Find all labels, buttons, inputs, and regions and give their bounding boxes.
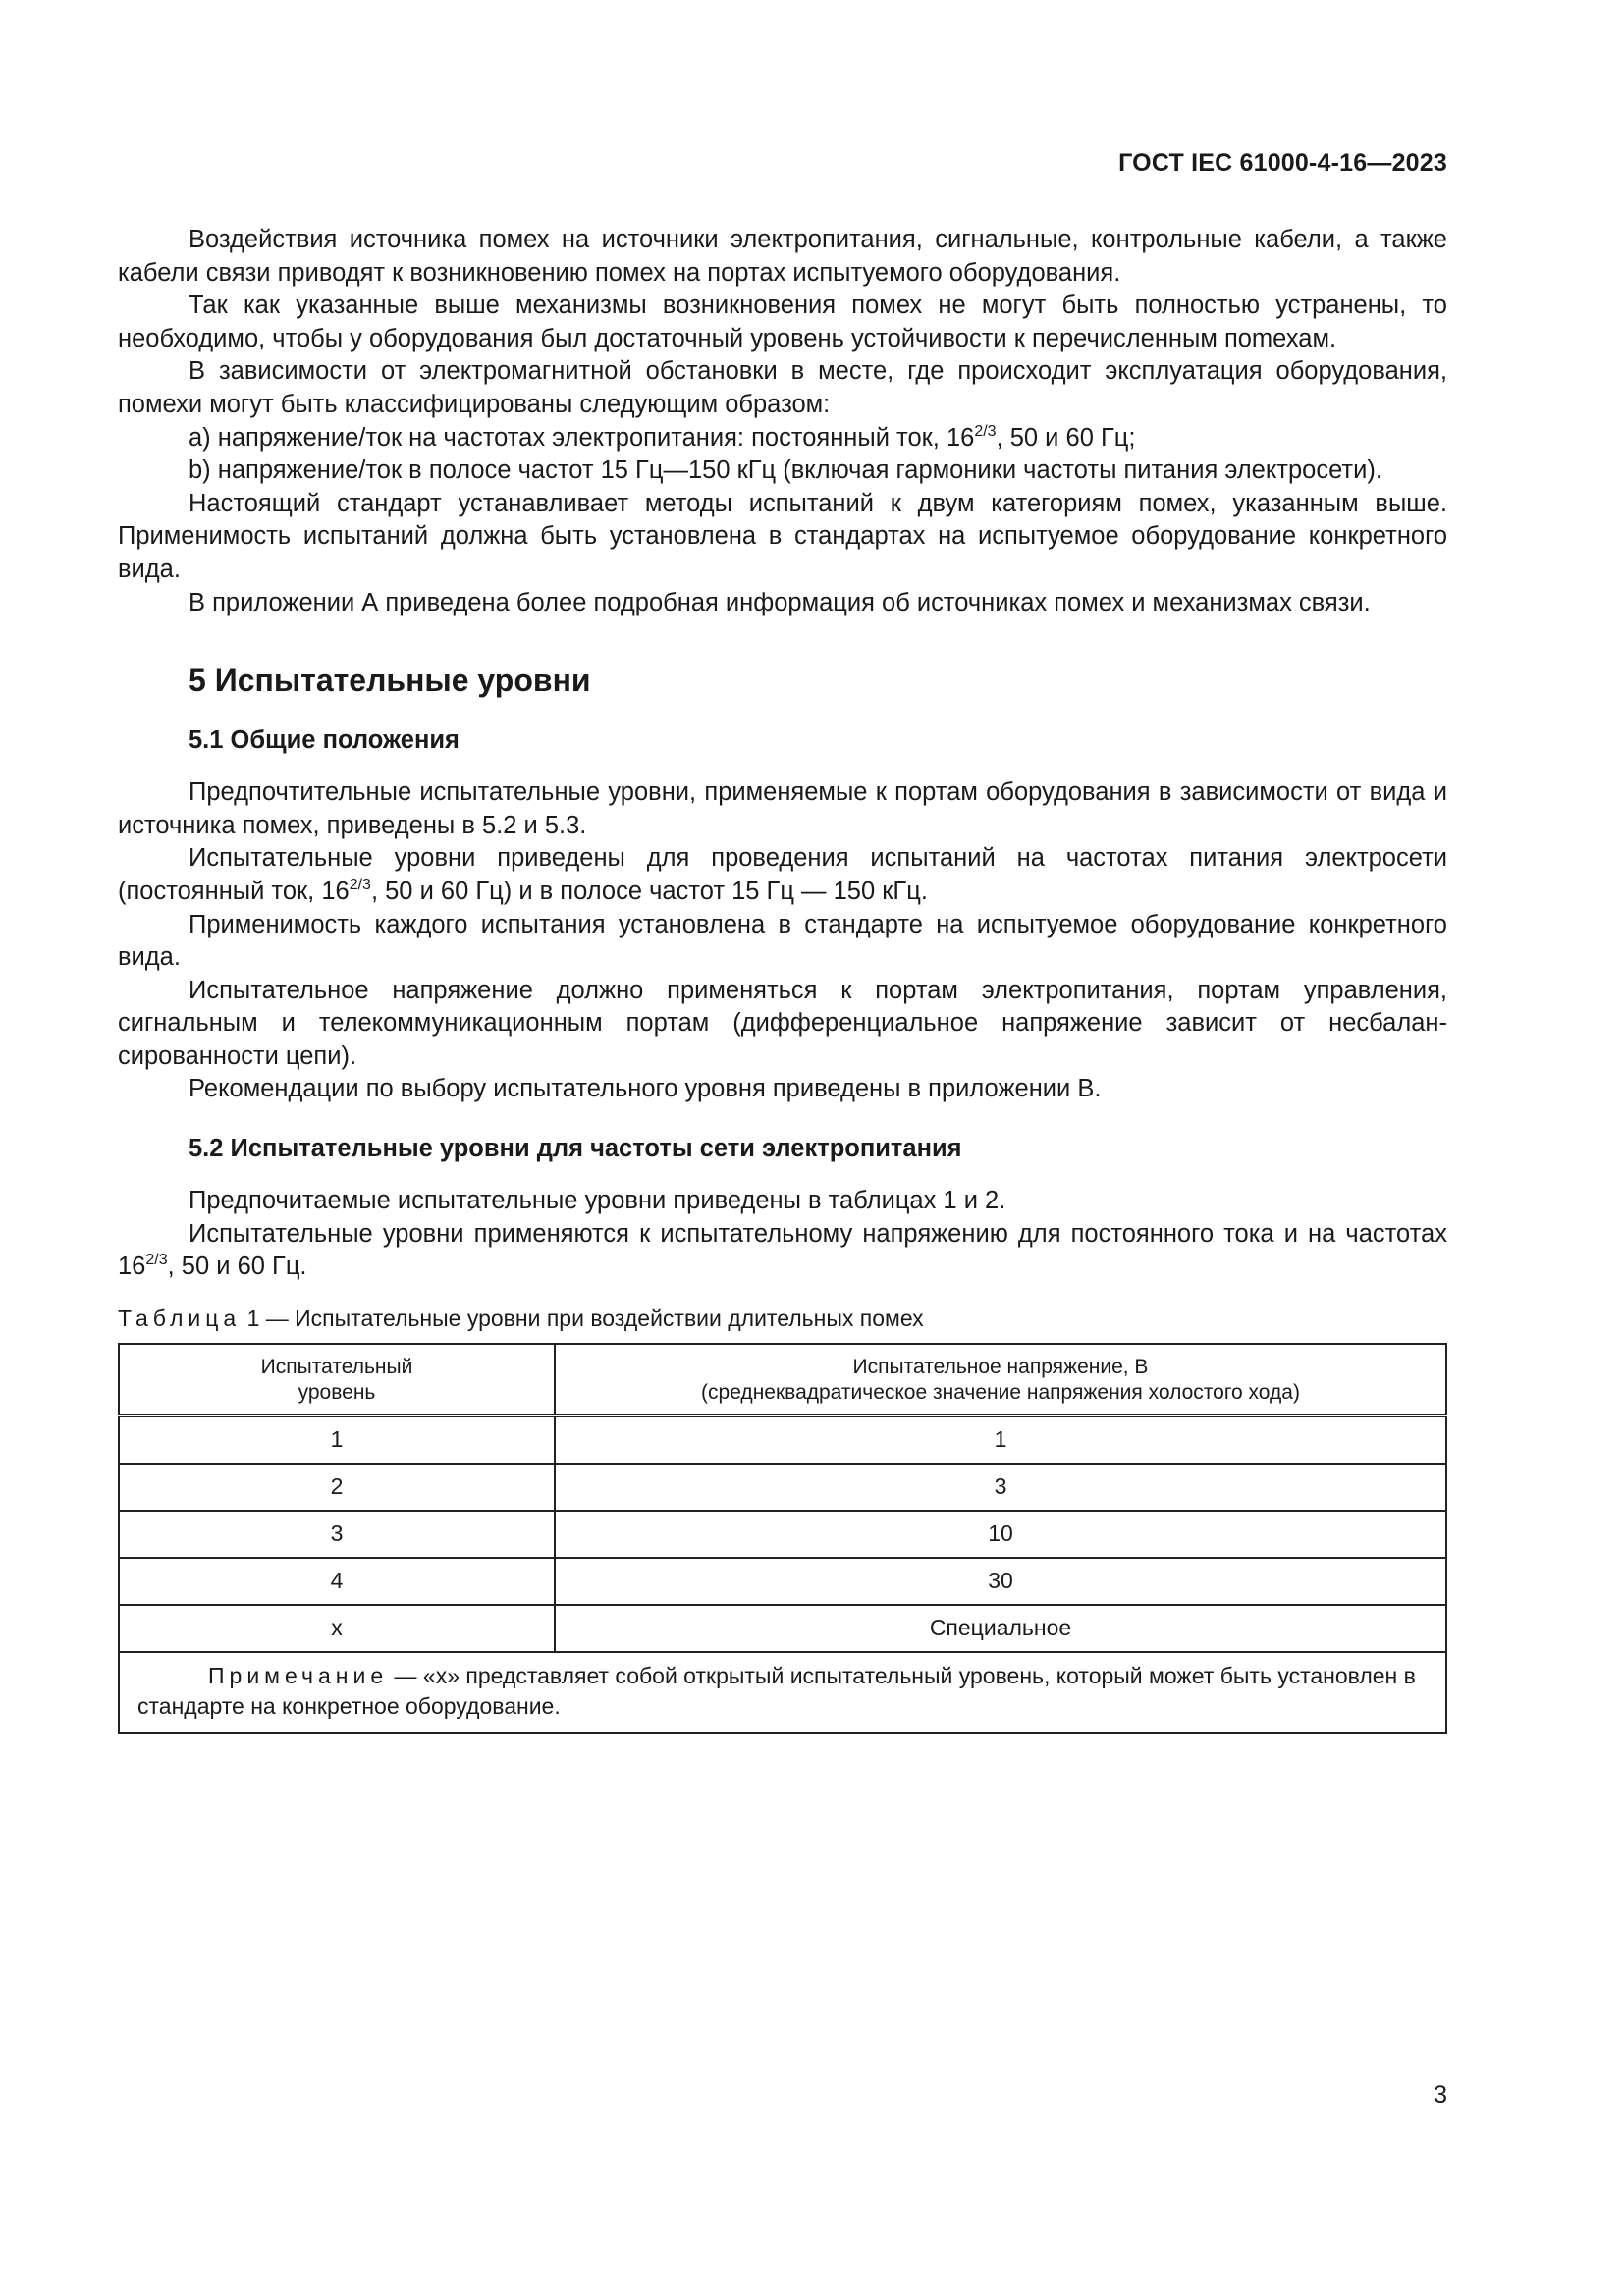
list-item-a-tail: , 50 и 60 Гц; <box>996 423 1136 452</box>
intro-paragraph-1: Воздействия источника помех на источники электропитания, сигнальные, контрольные кабели, а также кабели связи приводят к возникновению помех на портах испытуемого оборудования. <box>118 226 1447 287</box>
document-header-id: ГОСТ IEC 61000-4-16—2023 <box>1118 149 1447 177</box>
s51-paragraph-2 <box>118 842 1447 908</box>
section-5-1-title: 5.1 Общие положения <box>189 726 460 755</box>
table-1-caption <box>118 1304 1447 1333</box>
level-cell: x <box>119 1605 555 1652</box>
header-cell-level <box>119 1344 555 1415</box>
intro-paragraph-4: Настоящий стандарт устанавливает методы испытаний к двум категориям помех, указанным выше. Применимость испытаний должна быть установлена в стандартах на испытуемое оборудование конкретного вида. <box>118 489 1447 583</box>
list-item-a-text: a) напряжение/ток на частотах электропитания: постоянный ток, 16 <box>189 423 975 452</box>
table-row <box>119 1558 1446 1605</box>
intro-paragraph-3: В зависимости от электромагнитной обстановки в месте, где происходит эксплуатация оборудования, помехи могут быть классифицированы следующим образом: <box>118 357 1447 418</box>
s51-p2-tail: , 50 и 60 Гц) и в полосе частот 15 Гц — 150 кГц. <box>370 877 928 905</box>
table-1 <box>118 1343 1447 1734</box>
table-caption-word: Таблица <box>118 1305 242 1331</box>
voltage-cell: 30 <box>555 1558 1446 1605</box>
voltage-cell: 1 <box>555 1415 1446 1464</box>
fraction-superscript: 2/3 <box>145 1252 168 1269</box>
level-cell: 1 <box>119 1415 555 1464</box>
header-cell-voltage <box>555 1344 1446 1415</box>
fraction-superscript: 2/3 <box>974 422 997 440</box>
s51-paragraph-3: Применимость каждого испытания установлена в стандарте на испытуемое оборудование конкретного вида. <box>118 910 1447 972</box>
s51-paragraph-4: Испытательное напряжение должно применяться к портам электропитания, портам управления, сигнальным и телекоммуникационным портам (дифференциальное напряжение зависит от несбалансированности цепи). <box>118 976 1447 1070</box>
voltage-cell: 3 <box>555 1464 1446 1511</box>
s51-paragraph-1: Предпочтительные испытательные уровни, применяемые к портам оборудования в зависимости от вида и источника помех, приведены в 5.2 и 5.3. <box>118 778 1447 839</box>
s52-p2-text: Испытательные уровни применяются к испытательному напряжению для постоянного тока и на частотах 16 <box>118 1219 1447 1281</box>
header-level-line1: Испытательный <box>260 1355 413 1378</box>
table-row <box>119 1464 1446 1511</box>
list-item-a <box>118 422 1447 455</box>
table-note-row <box>119 1652 1446 1733</box>
s51-p2-text: Испытательные уровни приведены для проведения испытаний на частотах питания электросети (постоянный ток, 16 <box>118 844 1447 905</box>
level-cell: 4 <box>119 1558 555 1605</box>
table-caption-text: 1 — Испытательные уровни при воздействии длительных помех <box>241 1305 924 1331</box>
note-label: Примечание <box>208 1662 389 1688</box>
table-row <box>119 1415 1446 1464</box>
page-number: 3 <box>1434 2081 1447 2109</box>
section-5-2-title: 5.2 Испытательные уровни для частоты сети электропитания <box>189 1135 962 1163</box>
header-voltage-line2: (среднеквадратическое значение напряжения холостого хода) <box>701 1380 1300 1404</box>
voltage-cell: 10 <box>555 1511 1446 1558</box>
s51-paragraph-5: Рекомендации по выбору испытательного уровня приведены в приложении В. <box>189 1075 1102 1103</box>
header-level-line2: уровень <box>298 1380 376 1404</box>
page-content <box>118 224 1447 1734</box>
table-note <box>119 1652 1446 1733</box>
level-cell: 3 <box>119 1511 555 1558</box>
header-voltage-line1: Испытательное напряжение, В <box>852 1355 1149 1378</box>
s52-paragraph-2 <box>118 1218 1447 1284</box>
table-row <box>119 1511 1446 1558</box>
fraction-superscript: 2/3 <box>349 876 371 893</box>
intro-paragraph-5: В приложении А приведена более подробная информация об источниках помех и механизмах связи. <box>189 588 1371 616</box>
voltage-cell: Специальное <box>555 1605 1446 1652</box>
table-row <box>119 1605 1446 1652</box>
section-5-title: 5 Испытательные уровни <box>189 663 591 699</box>
level-cell: 2 <box>119 1464 555 1511</box>
s52-paragraph-1: Предпочитаемые испытательные уровни приведены в таблицах 1 и 2. <box>189 1187 1006 1215</box>
list-item-b: b) напряжение/ток в полосе частот 15 Гц—150 кГц (включая гармоники частоты питания электросети). <box>189 456 1382 485</box>
note-text: — «x» представляет собой открытый испытательный уровень, который может быть установлен в стандарте на конкретное оборудование. <box>137 1662 1416 1719</box>
intro-paragraph-2: Так как указанные выше механизмы возникновения помех не могут быть полностью устранены, то необходимо, чтобы у оборудования был достаточный уровень устойчивости к перечисленным поmехам. <box>118 292 1447 352</box>
s52-p2-tail: , 50 и 60 Гц. <box>167 1253 307 1281</box>
table-header-row <box>119 1344 1446 1415</box>
